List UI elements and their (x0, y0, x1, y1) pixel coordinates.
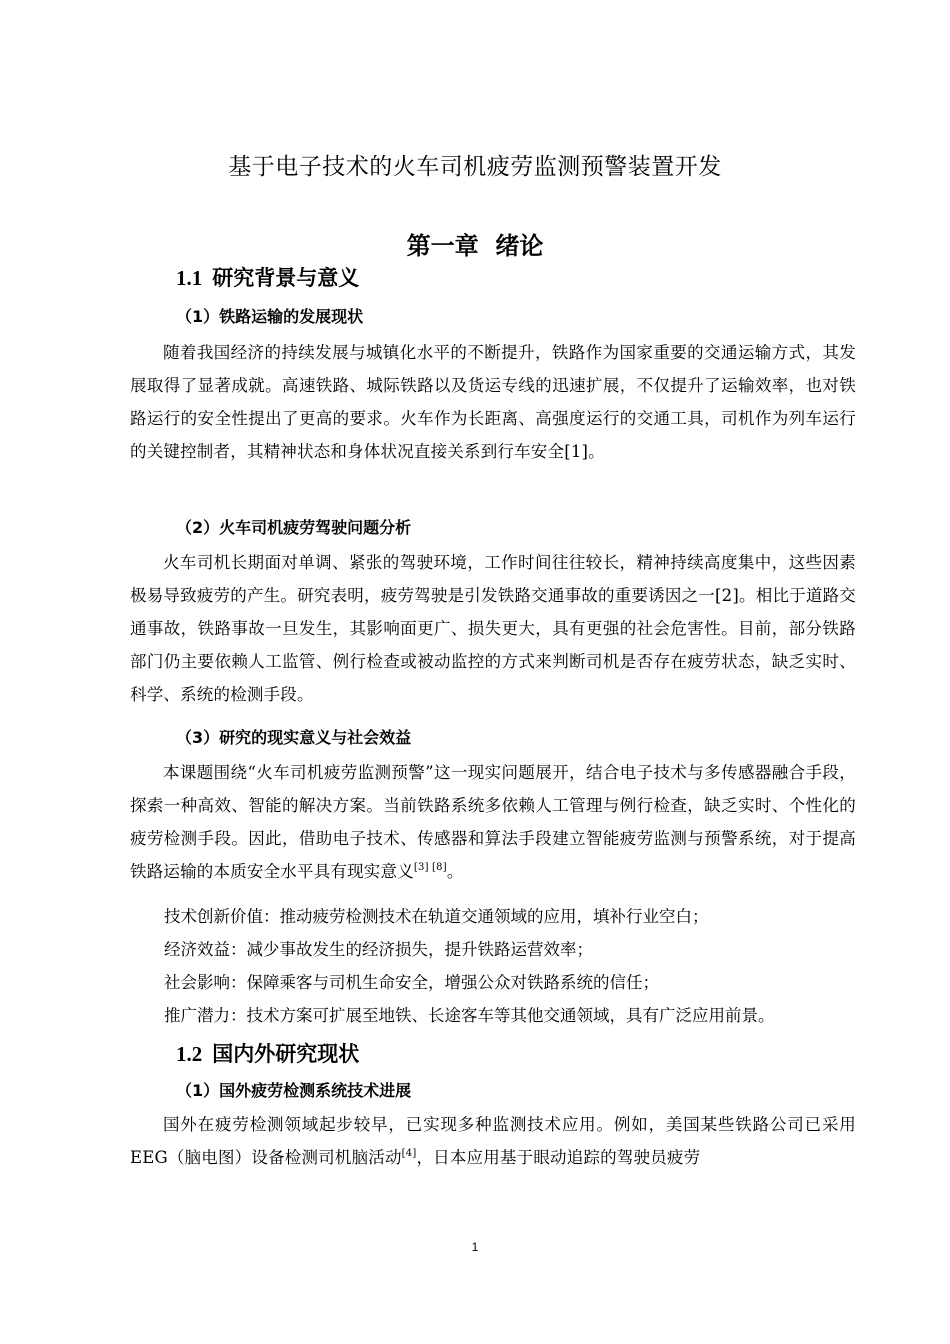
citation: [4] (401, 1148, 417, 1159)
benefit-social: 社会影响：保障乘客与司机生命安全，增强公众对铁路系统的信任； (164, 973, 659, 992)
paragraph-foreign-research (130, 1108, 856, 1174)
section-heading-1-2 (176, 1038, 359, 1068)
page-number: 1 (471, 1240, 479, 1254)
citation: [3] [8] (413, 862, 447, 873)
section-title: 国内外研究现状 (212, 1042, 360, 1066)
subsection-heading-4: （1）国外疲劳检测系统技术进展 (176, 1081, 412, 1100)
section-number: 1.2 (176, 1042, 203, 1066)
section-heading-1-1 (176, 262, 359, 292)
paragraph-end: 。 (446, 862, 464, 881)
subsection-heading-2: （2）火车司机疲劳驾驶问题分析 (176, 518, 412, 537)
paragraph-fatigue-analysis: 火车司机长期面对单调、紧张的驾驶环境，工作时间往往较长，精神持续高度集中，这些因素极易导致疲劳的产生。研究表明，疲劳驾驶是引发铁路交通事故的重要诱因之一[2]。相比于道路交通事故，铁路事故一旦发生，其影响面更广、损失更大，具有更强的社会危害性。目前，部分铁路部门仍主要依赖人工监管、例行检查或被动监控的方式来判断司机是否存在疲劳状态，缺乏实时、科学、系统的检测手段。 (130, 553, 856, 704)
paragraph-text: 本课题围绕“火车司机疲劳监测预警”这一现实问题展开，结合电子技术与多传感器融合手段，探索一种高效、智能的解决方案。当前铁路系统多依赖人工管理与例行检查，缺乏实时、个性化的疲劳检测手段。因此，借助电子技术、传感器和算法手段建立智能疲劳监测与预警系统，对于提高铁路运输的本质安全水平具有现实意义 (130, 763, 856, 881)
benefit-economic: 经济效益：减少事故发生的经济损失，提升铁路运营效率； (164, 940, 593, 959)
paragraph-text-continued: ，日本应用基于眼动追踪的驾驶员疲劳 (416, 1148, 701, 1167)
chapter-heading: 第一章 绪论 (406, 232, 544, 260)
paragraph-railway-development: 随着我国经济的持续发展与城镇化水平的不断提升，铁路作为国家重要的交通运输方式，其发展取得了显著成就。高速铁路、城际铁路以及货运专线的迅速扩展，不仅提升了运输效率，也对铁路运行的安全性提出了更高的要求。火车作为长距离、高强度运行的交通工具，司机作为列车运行的关键控制者，其精神状态和身体状况直接关系到行车安全[1]。 (130, 343, 856, 461)
benefit-tech-innovation: 技术创新价值：推动疲劳检测技术在轨道交通领域的应用，填补行业空白； (164, 907, 709, 926)
section-title: 研究背景与意义 (212, 266, 360, 290)
benefit-promotion: 推广潜力：技术方案可扩展至地铁、长途客车等其他交通领域，具有广泛应用前景。 (164, 1006, 775, 1025)
subsection-heading-1: （1）铁路运输的发展现状 (176, 307, 364, 326)
section-number: 1.1 (176, 266, 203, 290)
paragraph-significance (130, 756, 856, 888)
subsection-heading-3: （3）研究的现实意义与社会效益 (176, 728, 412, 747)
paragraph-text: 国外在疲劳检测领域起步较早，已实现多种监测技术应用。例如，美国某些铁路公司已采用 EEG（脑电图）设备检测司机脑活动 (130, 1115, 856, 1167)
document-title: 基于电子技术的火车司机疲劳监测预警装置开发 (228, 154, 722, 180)
